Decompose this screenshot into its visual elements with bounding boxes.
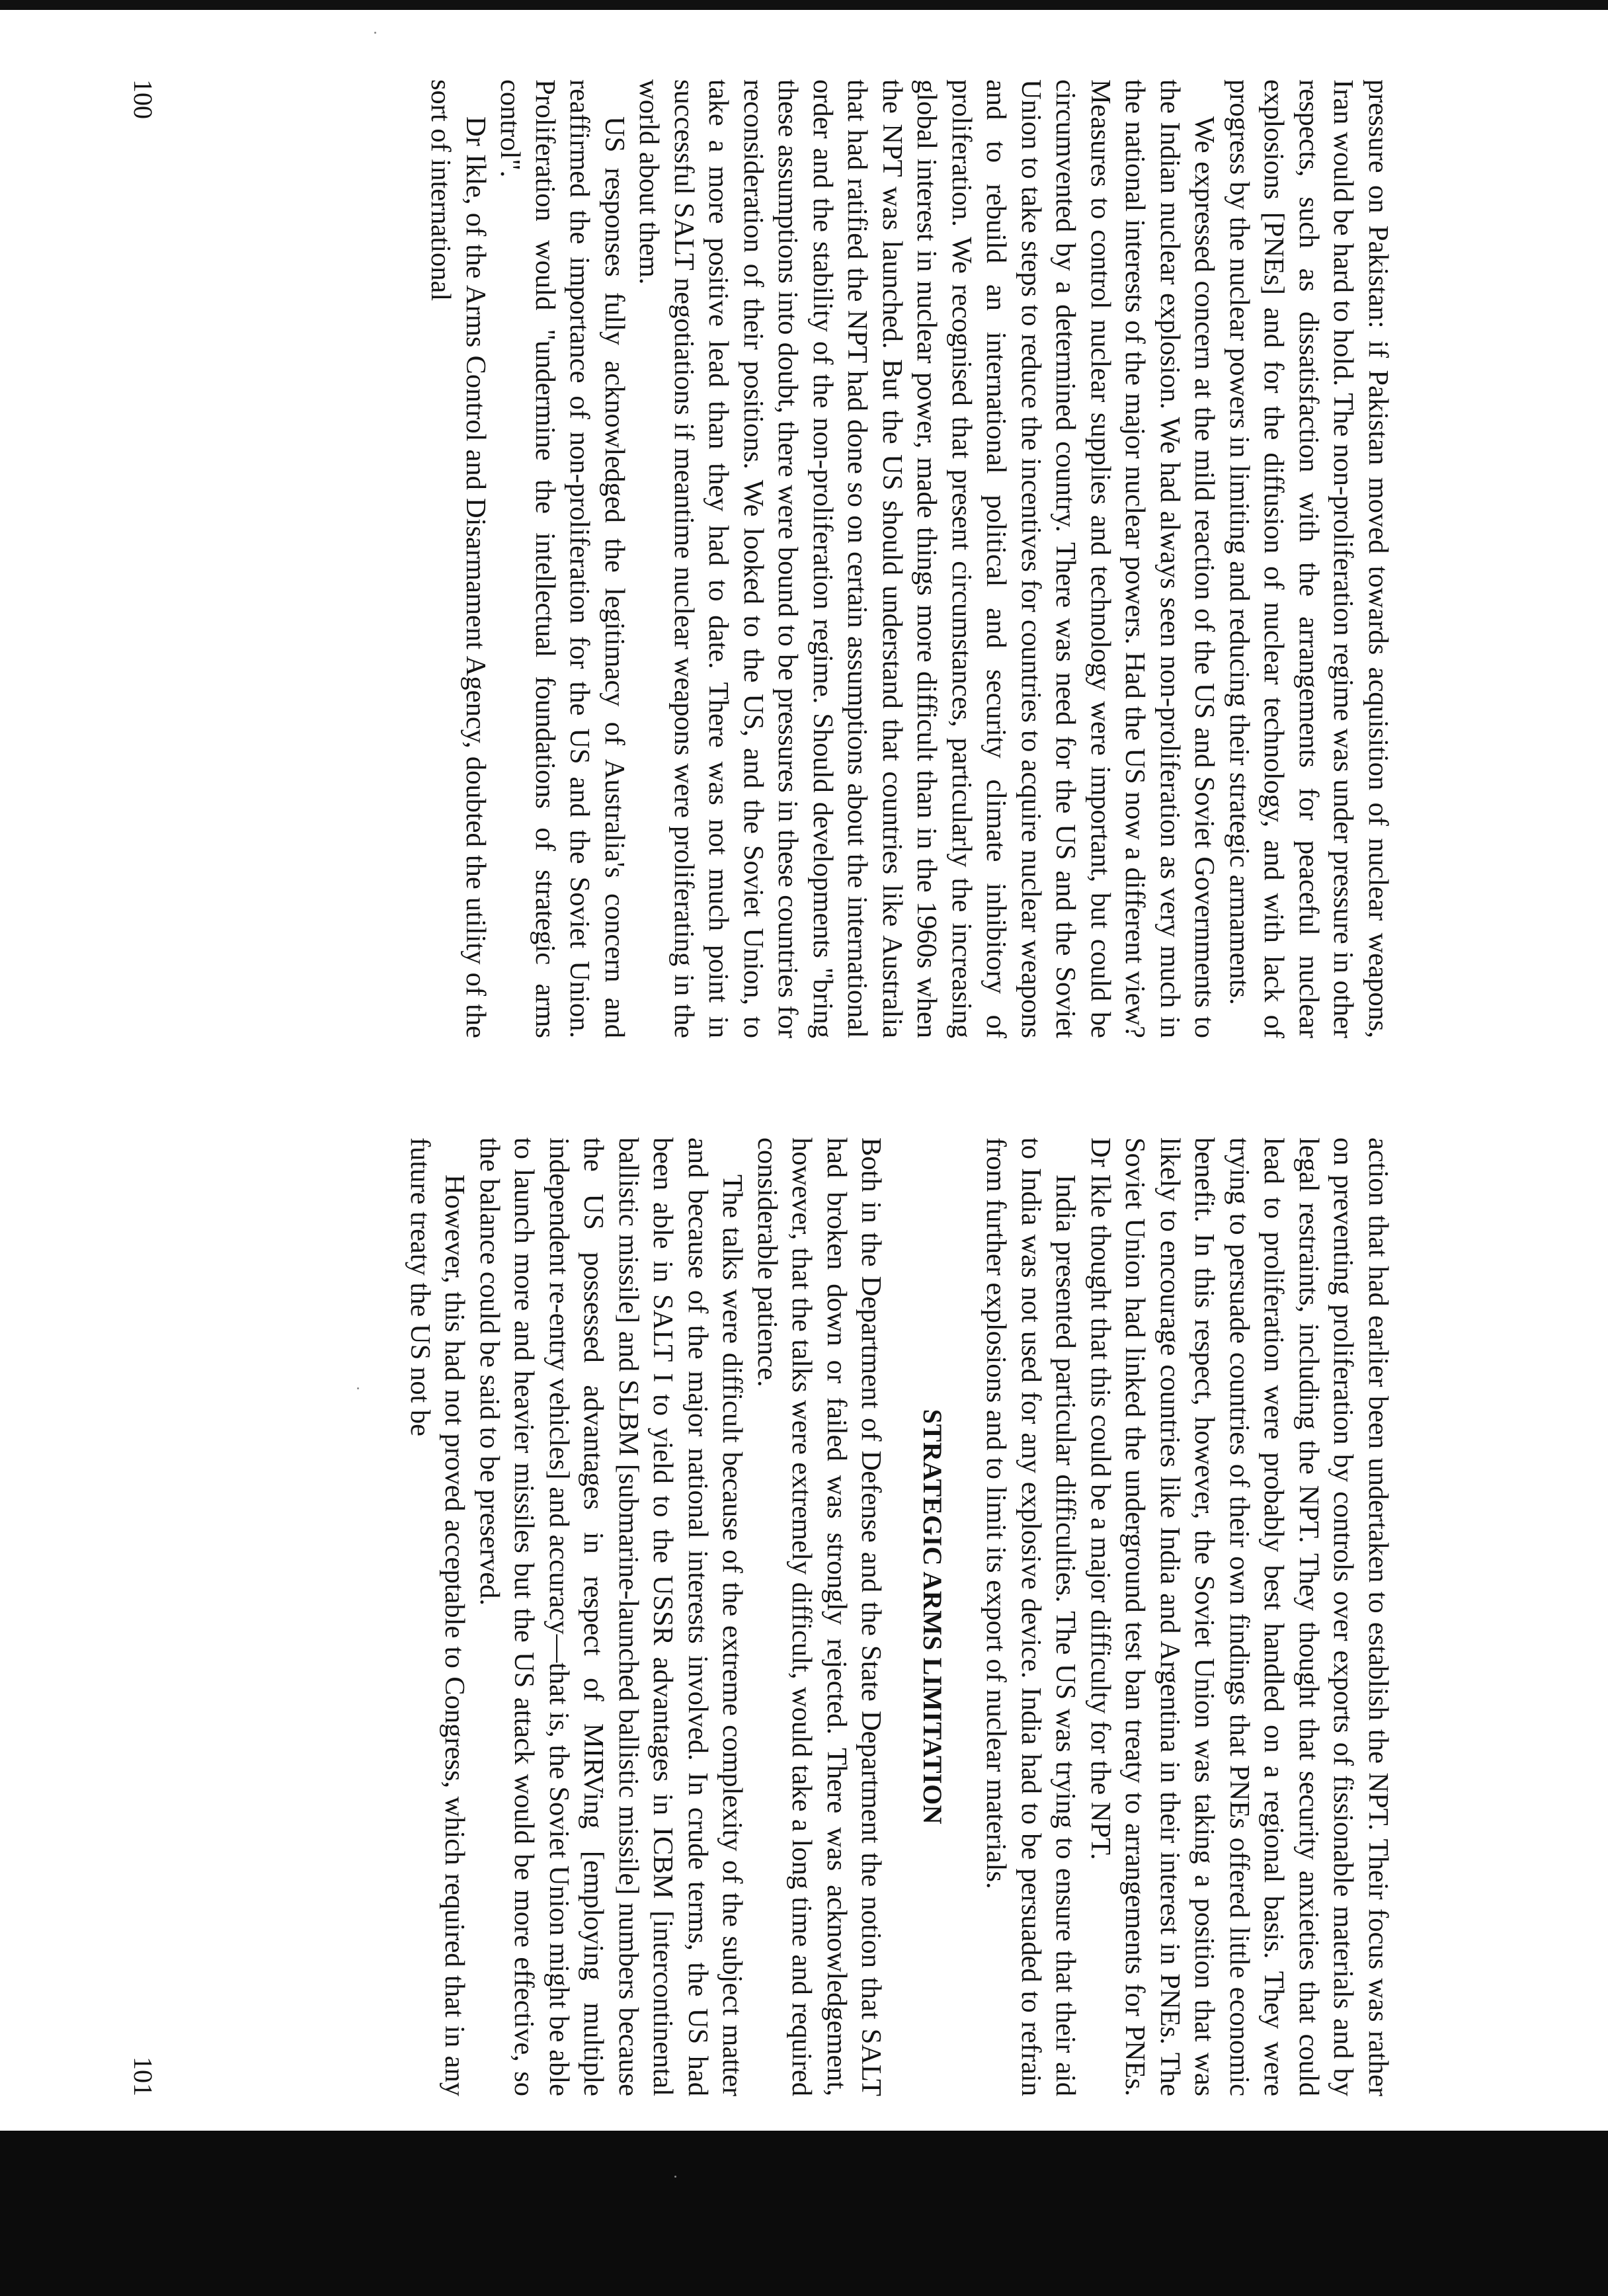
scan-speck — [674, 2176, 676, 2178]
left-page — [106, 79, 1455, 1038]
paragraph: We expressed concern at the mild reaction of the US and Soviet Governments to the Indian nuclear explosion. We had always seen non-proliferation as very much in the national interests of the major nuclear powers. Had the US now a different view? Measures to control nuclear supplies and technology were important, but could be circumvented by a determined country. There was need for the US and the Soviet Union to take steps to reduce the incentives for countries to acquire nuclear weapons and to rebuild an international political and security climate inhibitory of proliferation. We recognised that present circumstances, particularly the increasing global interest in nuclear power, made things more difficult than in the 1960s when the NPT was launched. But the US should understand that countries like Australia that had ratified the NPT had done so on certain assumptions about the international order and the stability of the non-proliferation regime. Should developments "bring these assumptions into doubt, there were bound to be pressures in these countries for reconsideration of their positions. We looked to the US, and the Soviet Union, to take a more positive lead than they had to date. There was not much point in successful SALT negotiations if meantime nuclear weapons were proliferating in the world about them. — [633, 79, 1221, 1038]
paragraph: India presented particular difficulties. The US was trying to ensure that their aid to India was not used for any explosive device. India had to be persuaded to refrain from further explosions and to limit its export of nuclear materials. — [981, 1137, 1082, 2096]
left-page-text — [423, 79, 1395, 1038]
page-number: 101 — [128, 2057, 158, 2096]
paragraph: Both in the Department of Defense and the State Department the notion that SALT had broken down or failed was strongly rejected. There was acknowledgement, however, that the talks were extremely difficult, would take a long time and required considerable patience. — [752, 1137, 887, 2096]
paragraph: US responses fully acknowledged the legitimacy of Australia's concern and reaffirmed the importance of non-proliferation for the US and the Soviet Union. Proliferation would "undermine the intellectual foundations of strategic arms control". — [495, 79, 630, 1038]
scan-bottom-edge — [0, 2131, 1608, 2296]
paragraph: However, this had not proved acceptable to Congress, which required that in any future treaty the US not be — [405, 1137, 471, 2096]
scan-top-edge — [0, 0, 1608, 10]
right-page-text — [403, 1137, 1396, 2096]
book-spread — [106, 53, 1455, 2110]
paragraph: pressure on Pakistan: if Pakistan moved towards acquisition of nuclear weapons, Iran would be hard to hold. The non-proliferation regime was under pressure in other respects, such as dissatisfaction with the arrangements for peaceful nuclear explosions [PNEs] and for the diffusion of nuclear technology, and with lack of progress by the nuclear powers in limiting and reducing their strategic armaments. — [1224, 79, 1394, 1038]
page-number: 100 — [128, 79, 158, 119]
paragraph: Dr Ikle, of the Arms Control and Disarmament Agency, doubted the utility of the sort of international — [425, 79, 491, 1038]
paragraph: action that had earlier been undertaken to establish the NPT. Their focus was rather on preventing proliferation by controls over exports of fissionable materials and by legal restraints, including the NPT. They thought that security anxieties that could lead to proliferation were probably best handled on a regional basis. They were trying to persuade countries of their own findings that PNEs offered little economic benefit. In this respect, however, the Soviet Union was taking a position that was likely to encourage countries like India and Argentina in their interest in PNEs. The Soviet Union had linked the underground test ban treaty to arrangements for PNEs. Dr Ikle thought that this could be a major difficulty for the NPT. — [1085, 1137, 1394, 2096]
right-page — [106, 1137, 1455, 2096]
scan-speck — [374, 32, 376, 34]
section-heading: STRATEGIC ARMS LIMITATION — [918, 1409, 947, 1825]
paragraph: The talks were difficult because of the extreme complexity of the subject matter and because of the major national interests involved. In crude terms, the US had been able in SALT I to yield to the USSR advantages in ICBM [intercontinental ballistic missile] and SLBM [submarine-launched ballistic missile] numbers because the US possessed advantages in respect of MIRVing [employing multiple independent re-entry vehicles] and accuracy—that is, the Soviet Union might be able to launch more and heavier missiles but the US attack would be more effective, so the balance could be said to be preserved. — [474, 1137, 748, 2096]
